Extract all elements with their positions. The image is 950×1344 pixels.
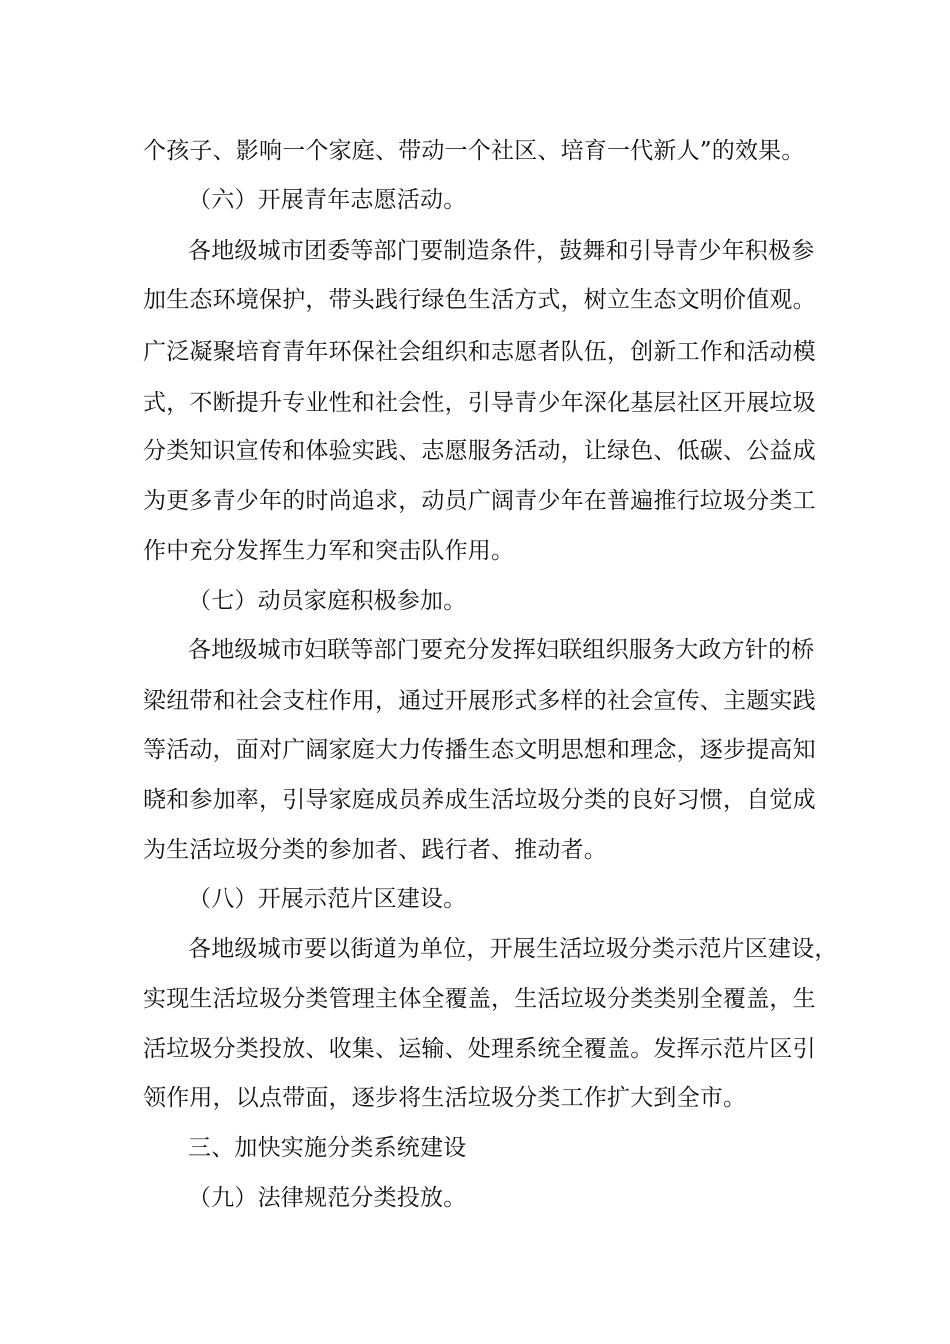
paragraph-line: 各地级城市要以街道为单位，开展生活垃圾分类示范片区建设， xyxy=(188,936,838,962)
chapter-heading-3: 三、加快实施分类系统建设 xyxy=(188,1135,467,1161)
section-heading-6: （六）开展青年志愿活动。 xyxy=(188,187,467,213)
paragraph-line: 各地级城市妇联等部门要充分发挥妇联组织服务大政方针的桥 xyxy=(188,637,815,663)
paragraph-line: 广泛凝聚培育青年环保社会组织和志愿者队伍，创新工作和活动模 xyxy=(143,339,816,365)
paragraph-line: 加生态环境保护，带头践行绿色生活方式，树立生态文明价值观。 xyxy=(143,287,816,313)
paragraph-line: 为生活垃圾分类的参加者、践行者、推动者。 xyxy=(143,837,607,863)
paragraph-line: 实现生活垃圾分类管理主体全覆盖，生活垃圾分类类别全覆盖，生 xyxy=(143,986,816,1012)
paragraph-line: 活垃圾分类投放、收集、运输、处理系统全覆盖。发挥示范片区引 xyxy=(143,1036,816,1062)
paragraph-line: 式，不断提升专业性和社会性，引导青少年深化基层社区开展垃圾 xyxy=(143,390,816,416)
text-line: 个孩子、影响一个家庭、带动一个社区、培育一代新人”的效果。 xyxy=(143,138,805,164)
paragraph-line: 各地级城市团委等部门要制造条件，鼓舞和引导青少年积极参 xyxy=(188,238,815,264)
section-heading-7: （七）动员家庭积极参加。 xyxy=(188,588,467,614)
paragraph-line: 领作用，以点带面，逐步将生活垃圾分类工作扩大到全市。 xyxy=(143,1085,747,1111)
paragraph-line: 为更多青少年的时尚追求，动员广阔青少年在普遍推行垃圾分类工 xyxy=(143,488,816,514)
paragraph-line: 分类知识宣传和体验实践、志愿服务活动，让绿色、低碳、公益成 xyxy=(143,438,816,464)
section-heading-9: （九）法律规范分类投放。 xyxy=(188,1185,467,1211)
paragraph-line: 等活动，面对广阔家庭大力传播生态文明思想和理念，逐步提高知 xyxy=(143,737,816,763)
section-heading-8: （八）开展示范片区建设。 xyxy=(188,886,467,912)
paragraph-line: 梁纽带和社会支柱作用，通过开展形式多样的社会宣传、主题实践 xyxy=(143,688,816,714)
paragraph-line: 作中充分发挥生力军和突击队作用。 xyxy=(143,538,515,564)
paragraph-line: 晓和参加率，引导家庭成员养成生活垃圾分类的良好习惯，自觉成 xyxy=(143,787,816,813)
